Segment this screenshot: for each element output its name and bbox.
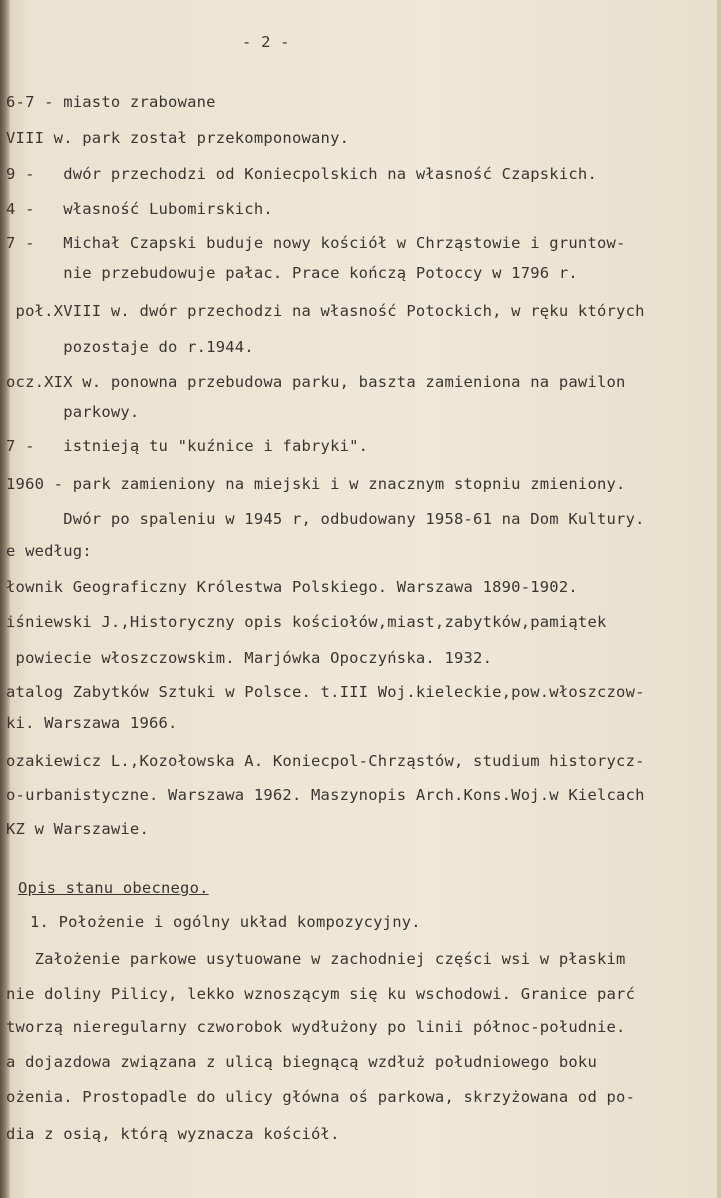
body-line: a dojazdowa związana z ulicą biegnącą wzdłuż południowego boku <box>6 1053 597 1071</box>
body-line: ożenia. Prostopadle do ulicy główna oś parkowa, skrzyżowana od po- <box>6 1088 636 1106</box>
history-line: VIII w. park został przekomponowany. <box>6 129 350 147</box>
body-line: Założenie parkowe usytuowane w zachodniej części wsi w płaskim <box>6 950 626 968</box>
source-line: KZ w Warszawie. <box>6 820 149 838</box>
body-line: dia z osią, którą wyznacza kościół. <box>6 1125 340 1143</box>
source-line: iśniewski J.,Historyczny opis kościołów,miast,zabytków,pamiątek <box>6 613 607 631</box>
history-line: pozostaje do r.1944. <box>6 338 254 356</box>
history-line: 9 - dwór przechodzi od Koniecpolskich na własność Czapskich. <box>6 165 597 183</box>
history-line: 1960 - park zamieniony na miejski i w znacznym stopniu zmieniony. <box>6 475 626 493</box>
source-line: atalog Zabytków Sztuki w Polsce. t.III Woj.kieleckie,pow.włoszczow- <box>6 683 645 701</box>
sources-intro: e według: <box>6 542 92 560</box>
source-line: łownik Geograficzny Królestwa Polskiego. Warszawa 1890-1902. <box>6 578 578 596</box>
page-number: - 2 - <box>242 33 290 51</box>
source-line: ki. Warszawa 1966. <box>6 714 178 732</box>
body-line: nie doliny Pilicy, lekko wznoszącym się ku wschodowi. Granice parć <box>6 985 636 1003</box>
section-heading: Opis stanu obecnego. <box>18 879 209 897</box>
subsection-heading: 1. Położenie i ogólny układ kompozycyjny. <box>30 913 421 931</box>
history-line: nie przebudowuje pałac. Prace kończą Potoccy w 1796 r. <box>6 264 578 282</box>
history-line: poł.XVIII w. dwór przechodzi na własność Potockich, w ręku których <box>6 302 645 320</box>
history-line: 7 - Michał Czapski buduje nowy kościół w Chrząstowie i gruntow- <box>6 234 626 252</box>
body-line: tworzą nieregularny czworobok wydłużony po linii północ-południe. <box>6 1018 626 1036</box>
history-line: 7 - istnieją tu "kuźnice i fabryki". <box>6 437 369 455</box>
history-line: 4 - własność Lubomirskich. <box>6 200 273 218</box>
source-line: ozakiewicz L.,Kozołowska A. Koniecpol-Chrząstów, studium historycz- <box>6 752 645 770</box>
page-right-edge <box>717 0 721 1198</box>
history-line: 6-7 - miasto zrabowane <box>6 93 216 111</box>
history-line: Dwór po spaleniu w 1945 r, odbudowany 1958-61 na Dom Kultury. <box>6 510 645 528</box>
source-line: powiecie włoszczowskim. Marjówka Opoczyńska. 1932. <box>6 649 493 667</box>
history-line: parkowy. <box>6 403 140 421</box>
history-line: ocz.XIX w. ponowna przebudowa parku, baszta zamieniona na pawilon <box>6 373 626 391</box>
source-line: o-urbanistyczne. Warszawa 1962. Maszynopis Arch.Kons.Woj.w Kielcach <box>6 786 645 804</box>
